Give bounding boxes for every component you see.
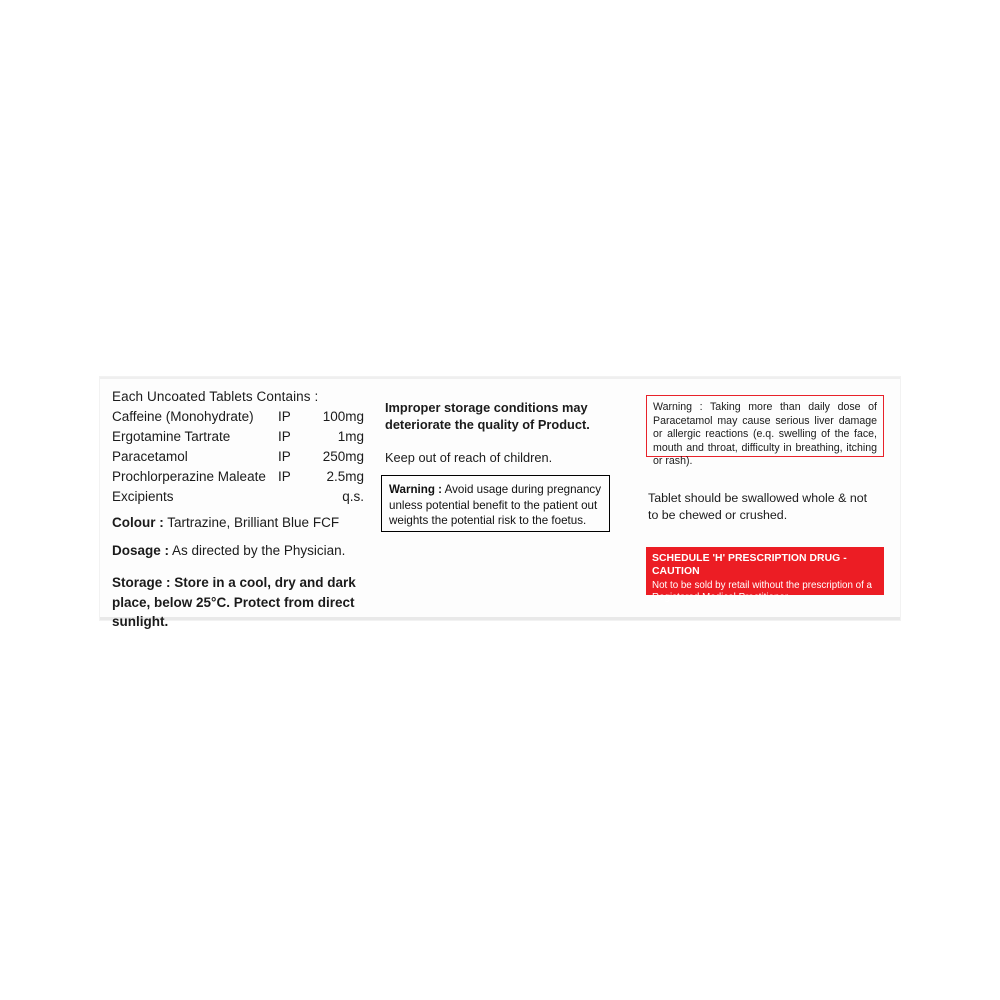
ingredient-name: Caffeine (Monohydrate) xyxy=(112,409,254,424)
pregnancy-warning-body: Avoid usage during pregnancy unless potential benefit to the patient out weights the potential risk to the foetus. xyxy=(389,483,602,527)
ingredient-quantity: 1mg xyxy=(337,429,364,444)
colour-label: Colour : xyxy=(112,515,164,530)
schedule-h-box xyxy=(646,547,884,604)
ingredient-quantity: 2.5mg xyxy=(326,469,364,484)
ingredient-name: Prochlorperazine Maleate xyxy=(112,469,266,484)
dosage-value: As directed by the Physician. xyxy=(169,543,346,558)
ingredient-standard: IP xyxy=(278,449,291,464)
colour-value: Tartrazine, Brilliant Blue FCF xyxy=(163,515,340,530)
strip-top-edge xyxy=(100,377,900,379)
composition-column xyxy=(112,387,374,632)
swallow-whole-note: Tablet should be swallowed whole & not to be chewed or crushed. xyxy=(648,491,868,522)
ingredient-standard: IP xyxy=(278,429,291,444)
colour-line xyxy=(112,513,374,533)
schedule-h-title: SCHEDULE 'H' PRESCRIPTION DRUG - CAUTION xyxy=(652,553,847,577)
medicine-carton-label xyxy=(100,377,900,629)
ingredient-standard xyxy=(278,487,306,507)
dosage-line xyxy=(112,541,374,561)
pregnancy-warning-box xyxy=(381,475,610,532)
paracetamol-warning-text: Warning : Taking more than daily dose of Paracetamol may cause serious liver damage or allergic reactions (e.q. swelling of the face, mouth and throat, difficulty in breathing, itching or rash). xyxy=(653,401,877,468)
composition-row xyxy=(112,447,374,467)
dosage-label: Dosage : xyxy=(112,543,170,558)
composition-row xyxy=(112,467,374,487)
ingredient-standard: IP xyxy=(278,469,291,484)
pregnancy-warning-label: Warning : xyxy=(389,483,443,496)
keep-out-of-reach-note: Keep out of reach of children. xyxy=(385,450,553,465)
composition-heading: Each Uncoated Tablets Contains : xyxy=(112,389,319,404)
composition-row xyxy=(112,487,374,507)
ingredient-name: Excipients xyxy=(112,489,174,504)
ingredient-standard: IP xyxy=(278,409,291,424)
paracetamol-warning-box xyxy=(646,395,884,468)
composition-row xyxy=(112,407,374,427)
middle-column xyxy=(385,399,617,466)
schedule-h-body: Not to be sold by retail without the prescription of a Registered Medical Practitioner. xyxy=(652,580,873,604)
ingredient-quantity: q.s. xyxy=(342,489,364,504)
ingredient-name: Ergotamine Tartrate xyxy=(112,429,231,444)
storage-instructions: Storage : Store in a cool, dry and dark place, below 25°C. Protect from direct sunlight. xyxy=(112,575,356,629)
composition-row xyxy=(112,427,374,447)
ingredient-quantity: 250mg xyxy=(322,449,364,464)
ingredient-quantity: 100mg xyxy=(322,409,364,424)
pregnancy-warning-text xyxy=(389,482,602,529)
improper-storage-warning: Improper storage conditions may deteriorate the quality of Product. xyxy=(385,400,590,432)
ingredient-name: Paracetamol xyxy=(112,449,188,464)
